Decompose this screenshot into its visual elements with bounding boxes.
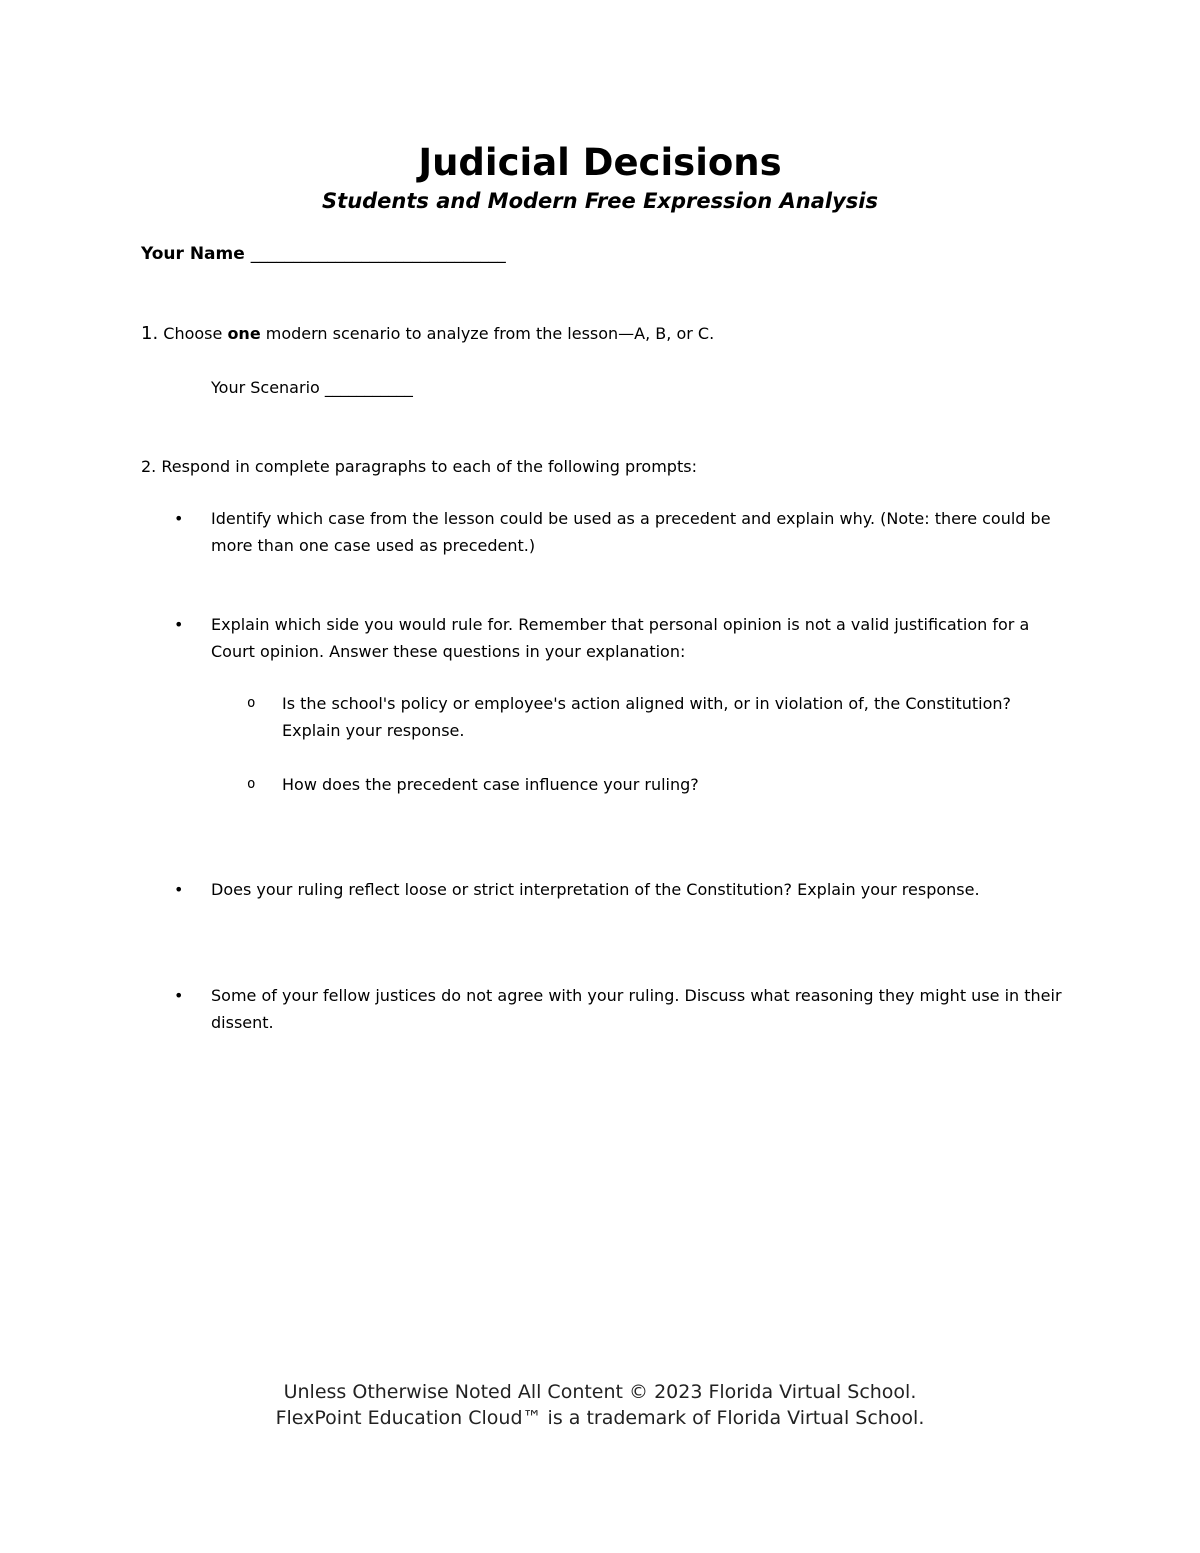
name-field — [141, 240, 506, 268]
footer-trademark: FlexPoint Education Cloud™ is a trademark of Florida Virtual School. — [275, 1407, 925, 1429]
sub-bullet-icon: o — [247, 776, 256, 792]
question-2: 2. Respond in complete paragraphs to each of the following prompts: — [141, 457, 697, 476]
sub-bullet-icon: o — [247, 695, 256, 711]
bullet-icon: • — [174, 615, 184, 634]
prompt-item: Does your ruling reflect loose or strict interpretation of the Constitution? Explain your response. — [211, 880, 980, 899]
name-blank: ______________________________ — [250, 244, 506, 264]
bullet-icon: • — [174, 880, 184, 899]
prompt-subitem: How does the precedent case influence your ruling? — [282, 775, 699, 794]
scenario-blank: ___________ — [324, 378, 413, 397]
question-1-text-before: Choose — [158, 324, 228, 343]
scenario-field — [211, 374, 413, 401]
question-1-number: 1. — [141, 323, 159, 344]
question-1-emphasis: one — [227, 324, 261, 343]
page-subtitle: Students and Modern Free Expression Analysis — [322, 189, 878, 213]
prompt-item: Identify which case from the lesson could be used as a precedent and explain why. (Note: there could be more than one case used as precedent.) — [211, 509, 1051, 555]
question-1 — [141, 320, 714, 347]
prompt-item: Some of your fellow justices do not agree with your ruling. Discuss what reasoning they might use in their dissent. — [211, 986, 1062, 1032]
prompt-subitem: Is the school's policy or employee's action aligned with, or in violation of, the Constitution? Explain your response. — [282, 694, 1012, 740]
page-title: Judicial Decisions — [418, 141, 782, 184]
name-label: Your Name — [141, 244, 245, 264]
footer-copyright: Unless Otherwise Noted All Content © 2023 Florida Virtual School. — [283, 1381, 917, 1403]
bullet-icon: • — [174, 986, 184, 1005]
question-1-text-after: modern scenario to analyze from the lesson—A, B, or C. — [260, 324, 715, 343]
scenario-label: Your Scenario — [211, 378, 320, 397]
bullet-icon: • — [174, 509, 184, 528]
prompt-item: Explain which side you would rule for. Remember that personal opinion is not a valid justification for a Court opinion. Answer these questions in your explanation: — [211, 615, 1030, 661]
